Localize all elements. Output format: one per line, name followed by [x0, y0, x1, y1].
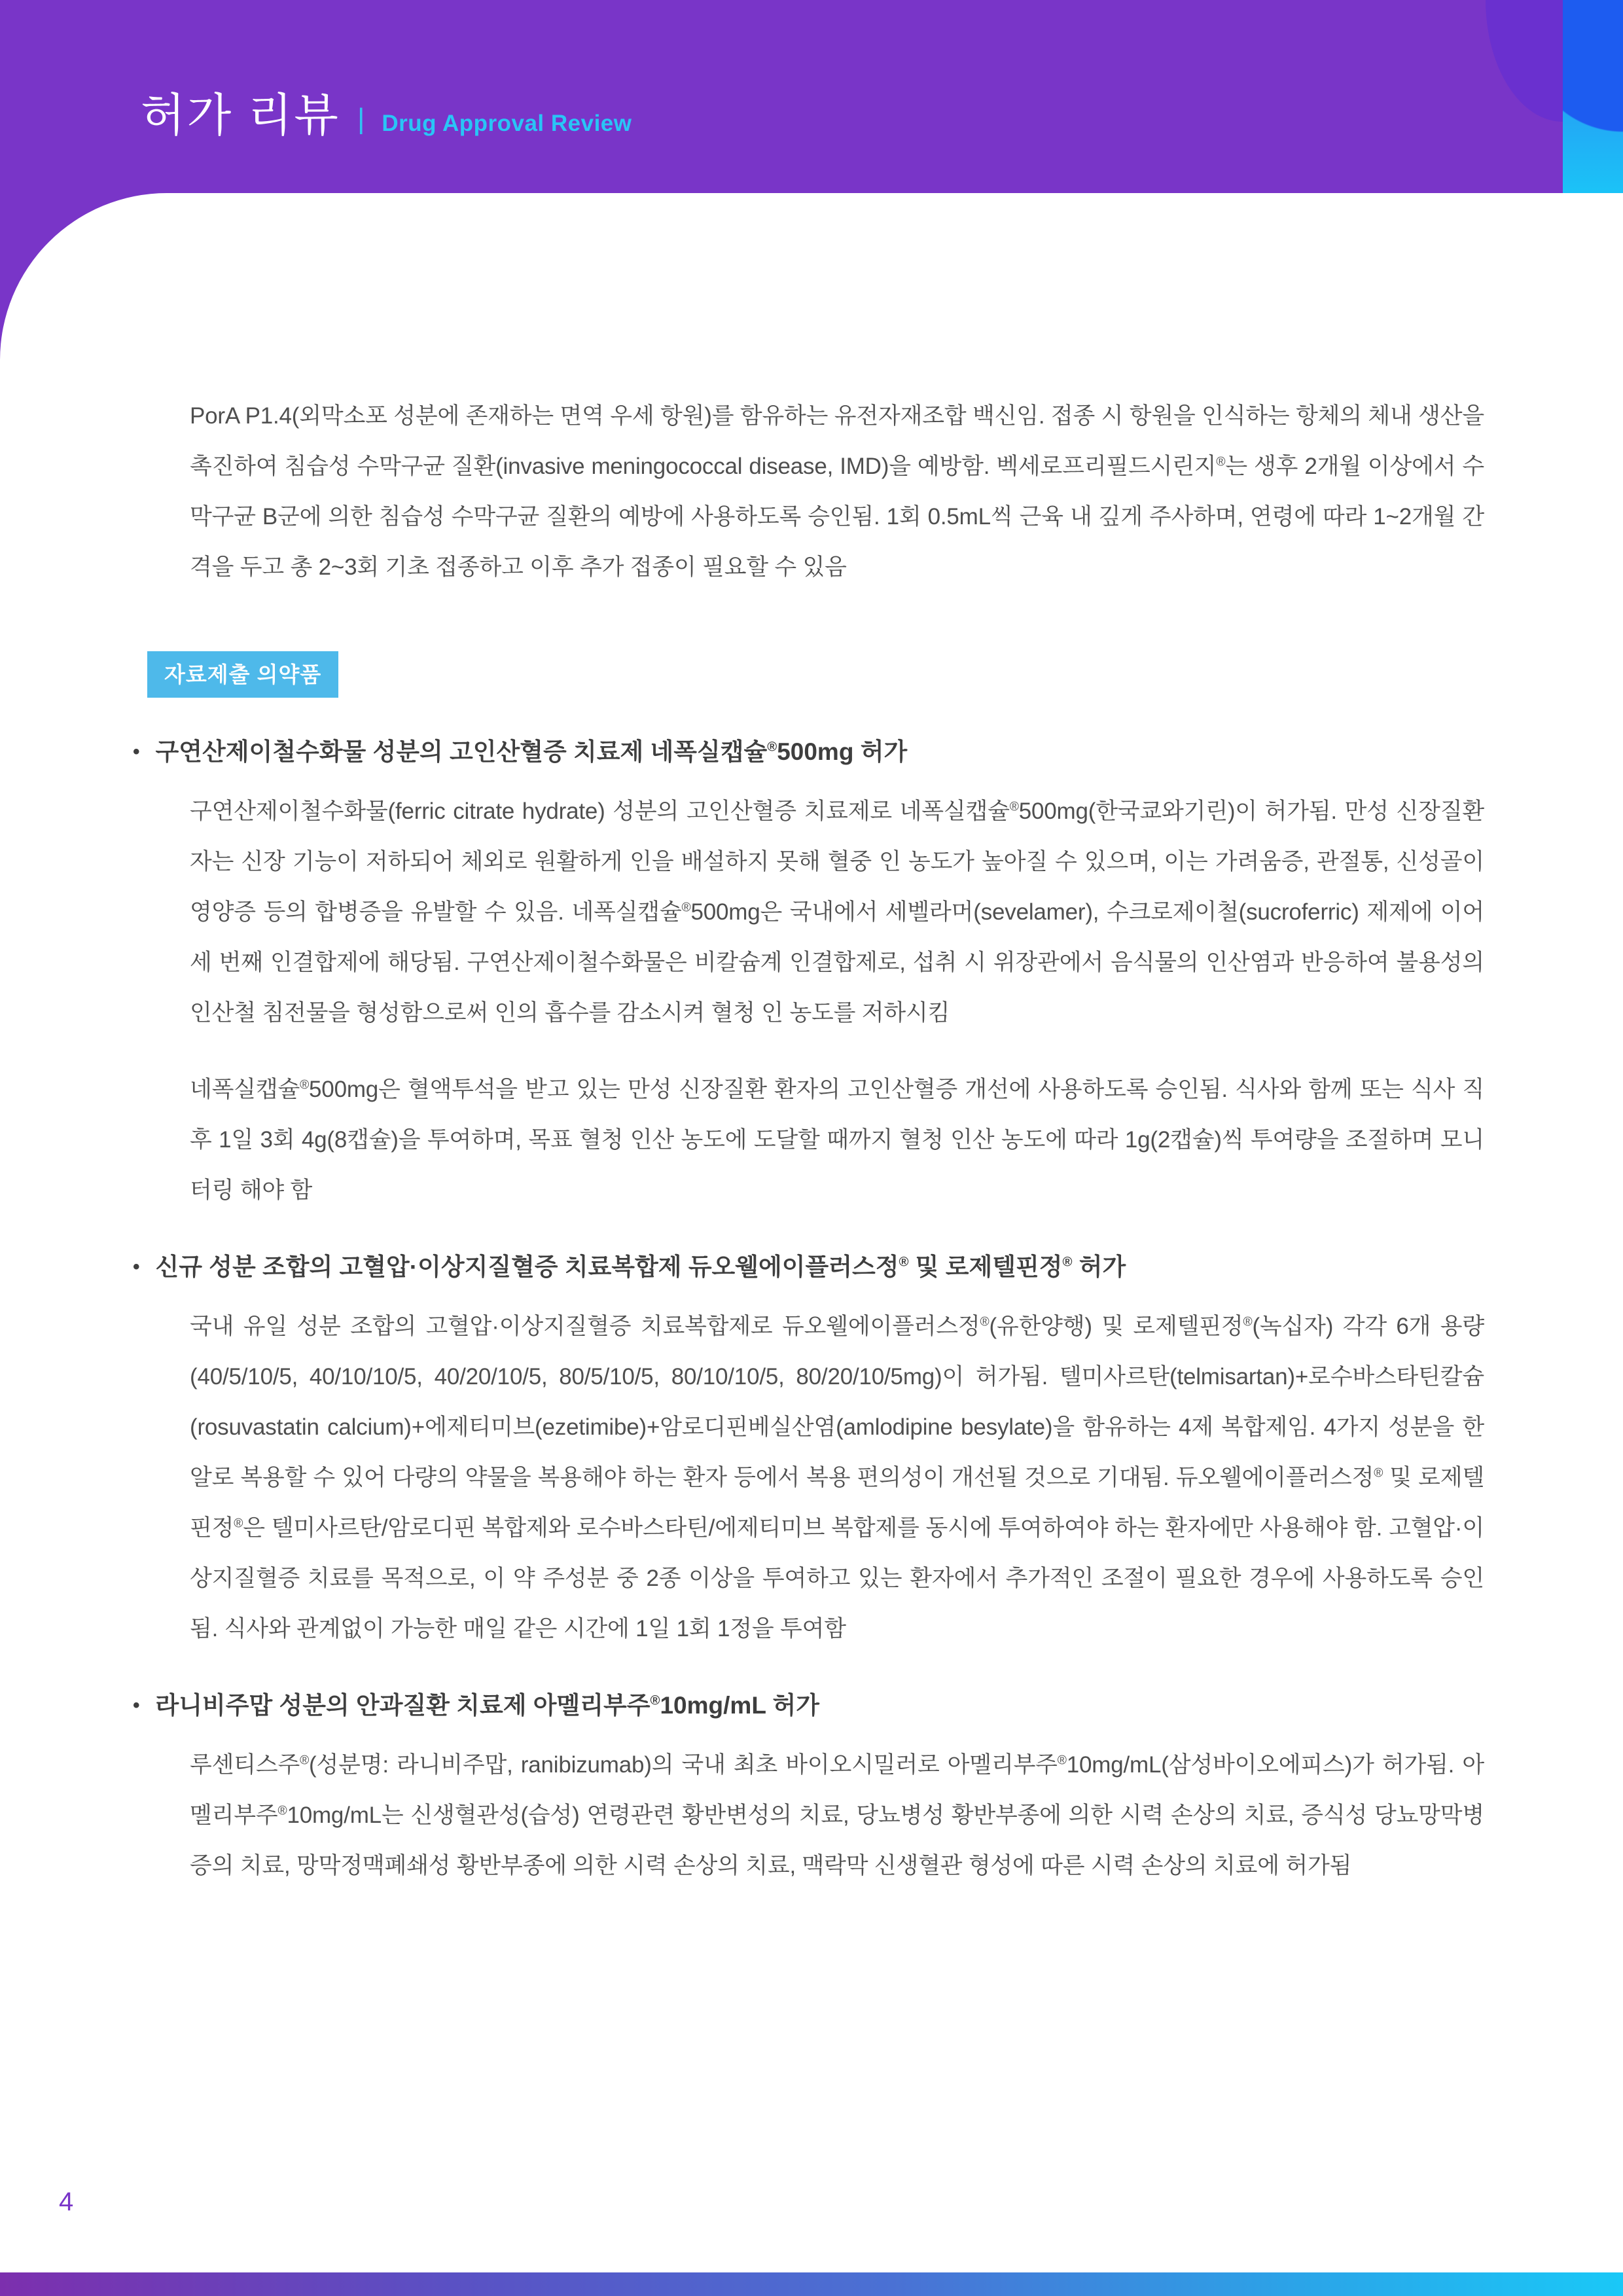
bullet-icon: •: [133, 741, 140, 762]
page-title-korean: 허가 리뷰: [141, 90, 340, 141]
corner-blue-gradient-decoration: [1563, 0, 1623, 193]
item-paragraph: 국내 유일 성분 조합의 고혈압·이상지질혈증 치료복합제로 듀오웰에이플러스정®(유한양행) 및 로제텔핀정®(녹십자) 각각 6개 용량(40/5/10/5, 40/10/10/5, 40/20/10/5, 80/5/10/5, 80/10/10/5, 80/20/10/5mg)이 허가됨. 텔미사르탄(telmisartan)+로수바스타틴칼슘(rosuvastatin calcium)+에제티미브(ezetimibe)+암로디핀베실산염(amlodipine besylate)을 함유하는 4제 복합제임. 4가지 성분을 한 알로 복용할 수 있어 다량의 약물을 복용해야 하는 환자 등에서 복용 편의성이 개선될 것으로 기대됨. 듀오웰에이플러스정® 및 로제텔핀정®은 텔미사르탄/암로디핀 복합제와 로수바스타틴/에제티미브 복합제를 동시에 투여하여야 하는 환자에만 사용해야 함. 고혈압·이상지질혈증 치료를 목적으로, 이 약 주성분 중 2종 이상을 투여하고 있는 환자에서 추가적인 조절이 필요한 경우에 사용하도록 승인됨. 식사와 관계없이 가능한 매일 같은 시간에 1일 1회 1정을 투여함: [190, 1314, 1485, 1641]
drug-approval-item: [0, 726, 1623, 1215]
item-heading: 구연산제이철수화물 성분의 고인산혈증 치료제 네폭실캡슐®500mg 허가: [155, 738, 908, 765]
item-heading: 라니비주맙 성분의 안과질환 치료제 아멜리부주®10mg/mL 허가: [155, 1692, 820, 1719]
drug-approval-item: [0, 1242, 1623, 1654]
section-badge: 자료제출 의약품: [147, 651, 338, 698]
item-paragraph: 네폭실캡슐®500mg은 혈액투석을 받고 있는 만성 신장질환 환자의 고인산혈증 개선에 사용하도록 승인됨. 식사와 함께 또는 식사 직후 1일 3회 4g(8캡슐)을 투여하며, 목표 혈청 인산 농도에 도달할 때까지 혈청 인산 농도에 따라 1g(2캡슐)씩 투여량을 조절하며 모니터링 해야 함: [190, 1077, 1484, 1203]
page-title-english: Drug Approval Review: [382, 111, 632, 136]
drug-approval-item: [0, 1680, 1623, 1891]
page-number: 4: [59, 2187, 74, 2216]
item-paragraph: 구연산제이철수화물(ferric citrate hydrate) 성분의 고인산혈증 치료제로 네폭실캡슐®500mg(한국쿄와기린)이 허가됨. 만성 신장질환자는 신장 기능이 저하되어 체외로 원활하게 인을 배설하지 못해 혈중 인 농도가 높아질 수 있으며, 이는 가려움증, 관절통, 신성골이영양증 등의 합병증을 유발할 수 있음. 네폭실캡슐®500mg은 국내에서 세벨라머(sevelamer), 수크로제이철(sucroferric) 제제에 이어 세 번째 인결합제에 해당됨. 구연산제이철수화물은 비칼슘계 인결합제로, 섭취 시 위장관에서 음식물의 인산염과 반응하여 불용성의 인산철 침전물을 형성함으로써 인의 흡수를 감소시켜 혈청 인 농도를 저하시킴: [190, 798, 1484, 1026]
item-heading-row: [133, 1242, 1484, 1292]
bullet-icon: •: [133, 1695, 140, 1716]
bullet-icon: •: [133, 1256, 140, 1278]
item-heading-row: [133, 1680, 1484, 1731]
item-heading: 신규 성분 조합의 고혈압·이상지질혈증 치료복합제 듀오웰에이플러스정® 및 로제텔핀정® 허가: [155, 1253, 1126, 1280]
item-paragraph: 루센티스주®(성분명: 라니비주맙, ranibizumab)의 국내 최초 바이오시밀러로 아멜리부주®10mg/mL(삼성바이오에피스)가 허가됨. 아멜리부주®10mg/mL는 신생혈관성(습성) 연령관련 황반변성의 치료, 당뇨병성 황반부종에 의한 시력 손상의 치료, 증식성 당뇨망막병증의 치료, 망막정맥폐쇄성 황반부종에 의한 시력 손상의 치료, 맥락막 신생혈관 형성에 따른 시력 손상의 치료에 허가됨: [190, 1752, 1484, 1878]
intro-paragraph: PorA P1.4(외막소포 성분에 존재하는 면역 우세 항원)를 함유하는 유전자재조합 백신임. 접종 시 항원을 인식하는 항체의 체내 생산을 촉진하여 침습성 수막구균 질환(invasive meningococcal disease, IMD)을 예방함. 벡세로프리필드시린지®는 생후 2개월 이상에서 수막구균 B군에 의한 침습성 수막구균 질환의 예방에 사용하도록 승인됨. 1회 0.5mL씩 근육 내 깊게 주사하며, 연령에 따라 1~2개월 간격을 두고 총 2~3회 기초 접종하고 이후 추가 접종이 필요할 수 있음: [190, 403, 1484, 580]
header-titles: [141, 90, 632, 140]
title-separator: |: [357, 103, 365, 135]
item-heading-row: [133, 726, 1484, 777]
main-content: [0, 193, 1623, 1917]
footer-gradient-bar: [0, 2272, 1623, 2296]
